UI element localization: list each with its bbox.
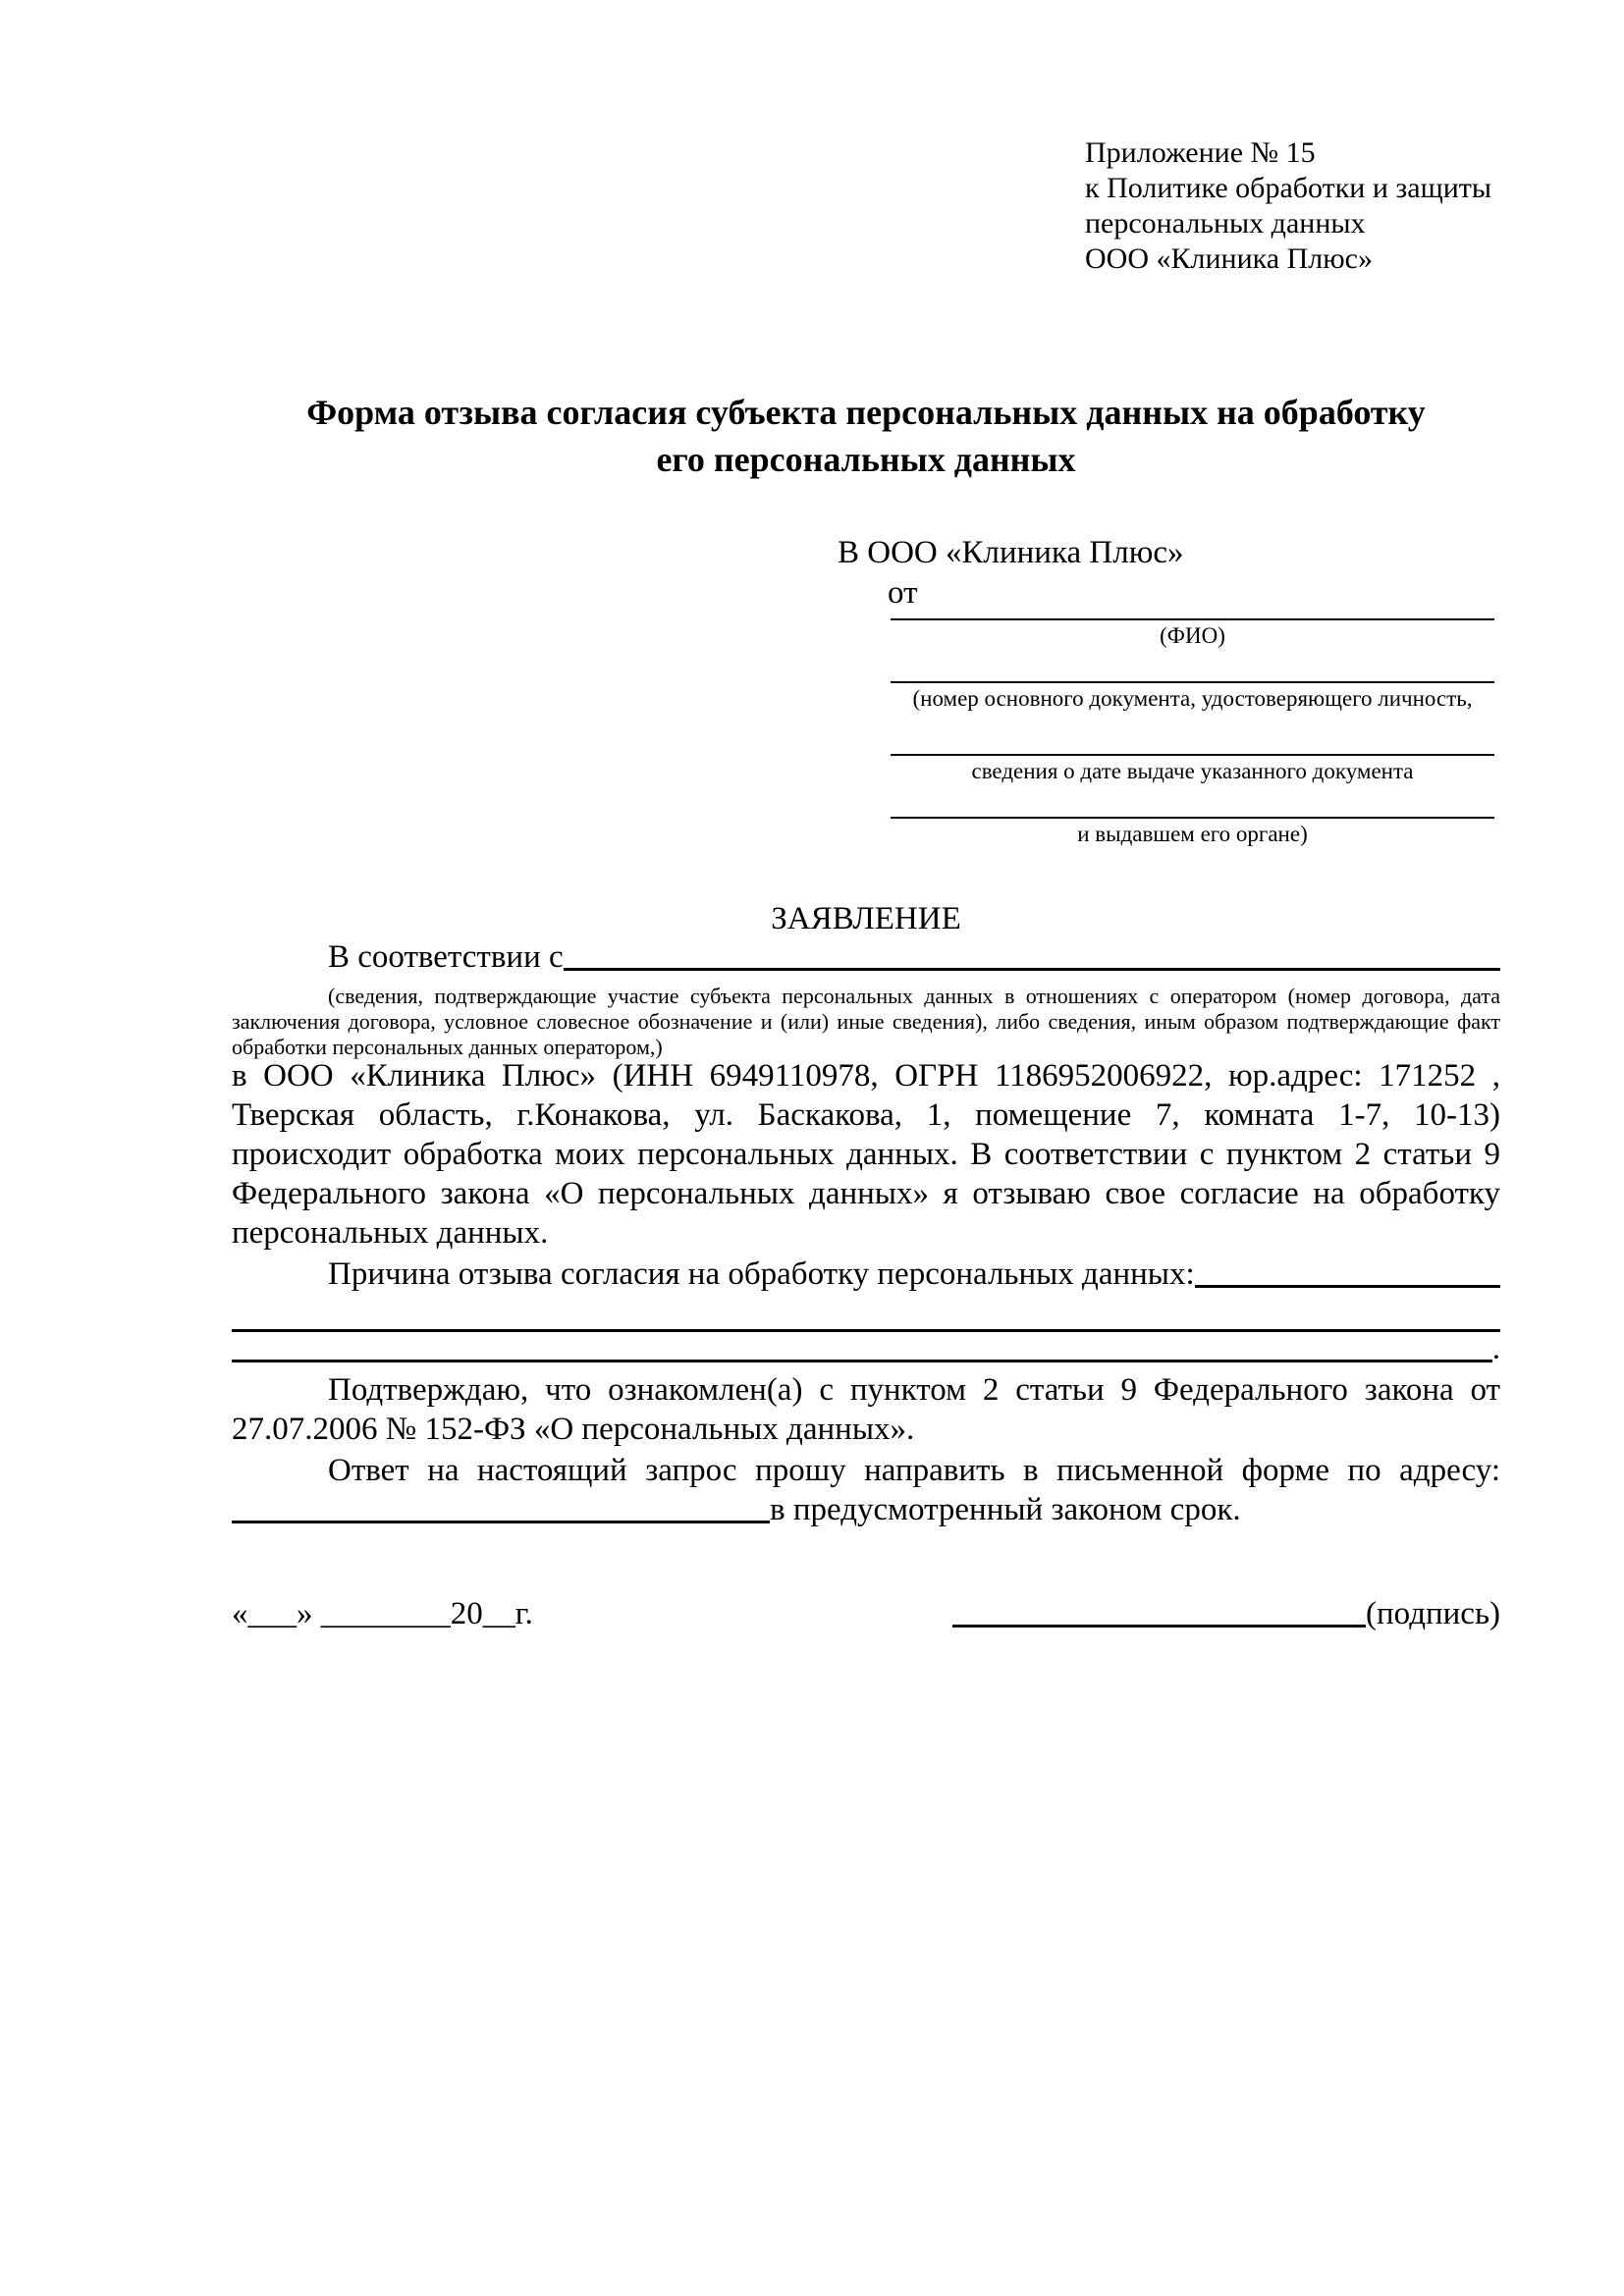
- statement-heading: ЗАЯВЛЕНИЕ: [771, 901, 961, 936]
- reply-paragraph: Ответ на настоящий запрос прошу направить в письменной форме по адресу:: [328, 1453, 1500, 1488]
- accordance-row: [232, 937, 1500, 977]
- reply-address-row: [232, 1490, 1500, 1529]
- annex-line-1: Приложение № 15: [1085, 136, 1316, 169]
- confirmation-paragraph: Подтверждаю, что ознакомлен(а) с пунктом 2 статьи 9 Федерального закона от 27.07.2006 № 152-ФЗ «О персональных данных».: [232, 1372, 1500, 1447]
- document-number-field[interactable]: [891, 681, 1494, 712]
- reason-label: Причина отзыва согласия на обработку персональных данных:: [328, 1256, 1195, 1292]
- issuing-authority-field-caption: и выдавшем его органе): [1077, 822, 1308, 846]
- reason-row: [232, 1255, 1500, 1294]
- addressee-from-label: от: [888, 575, 918, 611]
- document-title: [232, 389, 1500, 483]
- accordance-note: (сведения, подтверждающие участие субъекта персональных данных в отношениях с оператором (номер договора, дата заключения договора, условное словесное обозначение и (или) иные сведения), либо сведения, иным образом подтверждающие факт обработки персональных данных оператором,): [232, 984, 1500, 1059]
- accordance-blank-line[interactable]: [564, 968, 1500, 971]
- fio-field[interactable]: [891, 618, 1494, 649]
- signature-caption: (подпись): [1366, 1596, 1500, 1631]
- title-line-1: Форма отзыва согласия субъекта персональных данных на обработку: [306, 393, 1426, 432]
- footer-row: [232, 1594, 1500, 1633]
- signature-group: [952, 1594, 1500, 1633]
- reason-continuation-row-2: [232, 1329, 1500, 1368]
- addressee-to: В ООО «Клиника Плюс»: [838, 535, 1184, 570]
- accordance-label: В соответствии с: [328, 939, 564, 975]
- document-number-field-caption: (номер основного документа, удостоверяющего личность,: [912, 686, 1473, 711]
- issue-date-field-caption: сведения о дате выдаче указанного документа: [971, 759, 1414, 783]
- fio-field-caption: (ФИО): [1160, 623, 1225, 648]
- annex-line-3: персональных данных: [1085, 207, 1366, 240]
- address-blank-line[interactable]: [232, 1521, 770, 1523]
- reason-blank-line[interactable]: [1195, 1285, 1500, 1288]
- reply-suffix: в предусмотренный законом срок.: [770, 1492, 1241, 1527]
- date-blank-template[interactable]: «___» ________20__г.: [232, 1596, 533, 1631]
- issuing-authority-field[interactable]: [891, 817, 1494, 847]
- annex-line-2: к Политике обработки и защиты: [1085, 172, 1492, 204]
- main-paragraph: в ООО «Клиника Плюс» (ИНН 6949110978, ОГРН 1186952006922, юр.адрес: 171252 , Тверская область, г.Конакова, ул. Баскакова, 1, помещение 7, комната 1-7, 10-13) происходит обработка моих персональных данных. В соответствии с пунктом 2 статьи 9 Федерального закона «О персональных данных» я отзываю свое согласие на обработку персональных данных.: [232, 1058, 1500, 1251]
- title-line-2: его персональных данных: [656, 440, 1076, 479]
- signature-blank-line[interactable]: [952, 1625, 1366, 1628]
- annex-block: [1085, 135, 1491, 277]
- reason-line-terminator: .: [1491, 1331, 1500, 1366]
- reason-continuation-line-2[interactable]: [232, 1360, 1492, 1362]
- reason-continuation-line-1[interactable]: [232, 1292, 1500, 1332]
- annex-line-4: ООО «Клиника Плюс»: [1085, 242, 1373, 275]
- issue-date-field[interactable]: [891, 754, 1494, 784]
